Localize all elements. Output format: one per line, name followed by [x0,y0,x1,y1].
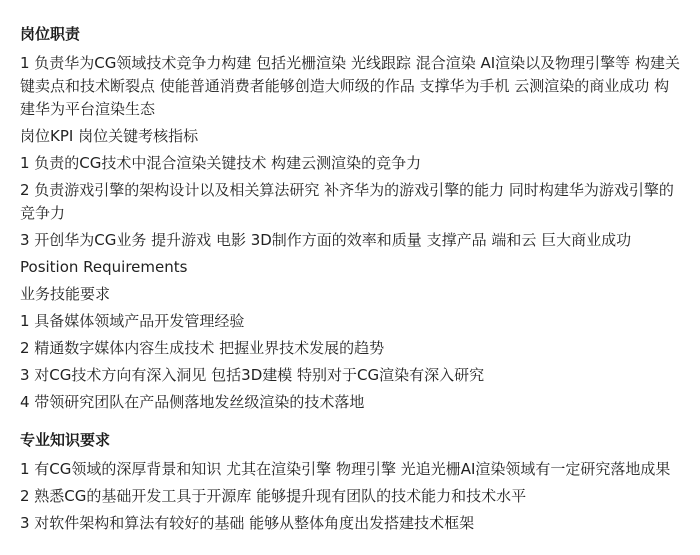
knowledge-line-2: 2 熟悉CG的基础开发工具于开源库 能够提升现有团队的技术能力和技术水平 [20,487,527,505]
section-heading-responsibilities: 岗位职责 [20,25,81,43]
professional-knowledge-body [20,458,682,535]
knowledge-line-1: 1 有CG领域的深厚背景和知识 尤其在渲染引擎 物理引擎 光追光栅AI渲染领域有一定研究落地成果 [20,460,671,478]
kpi-line-3: 3 开创华为CG业务 提升游戏 电影 3D制作方面的效率和质量 支撑产品 端和云 巨大商业成功 [20,231,632,249]
business-skill-line-1: 1 具备媒体领域产品开发管理经验 [20,312,245,330]
business-skill-line-2: 2 精通数字媒体内容生成技术 把握业界技术发展的趋势 [20,339,385,357]
section-heading-professional-knowledge: 专业知识要求 [20,431,111,449]
responsibilities-body [20,52,682,414]
business-skill-line-4: 4 带领研究团队在产品侧落地发丝级渲染的技术落地 [20,393,365,411]
kpi-line-1: 1 负责的CG技术中混合渲染关键技术 构建云测渲染的竞争力 [20,154,422,172]
kpi-heading-line: 岗位KPI 岗位关键考核指标 [20,127,199,145]
kpi-line-2: 2 负责游戏引擎的架构设计以及相关算法研究 补齐华为的游戏引擎的能力 同时构建华为游戏引擎的竞争力 [20,181,674,222]
knowledge-line-3: 3 对软件架构和算法有较好的基础 能够从整体角度出发搭建技术框架 [20,514,475,532]
business-skills-heading-line: 业务技能要求 [20,285,111,303]
business-skill-line-3: 3 对CG技术方向有深入洞见 包括3D建模 特别对于CG渲染有深入研究 [20,366,485,384]
responsibility-line-1: 1 负责华为CG领域技术竞争力构建 包括光栅渲染 光线跟踪 混合渲染 AI渲染以及物理引擎等 构建关键卖点和技术断裂点 使能普通消费者能够创造大师级的作品 支撑华为手机 云测渲染的商业成功 构建华为平台渲染生态 [20,54,680,118]
position-requirements-line: Position Requirements [20,258,188,276]
